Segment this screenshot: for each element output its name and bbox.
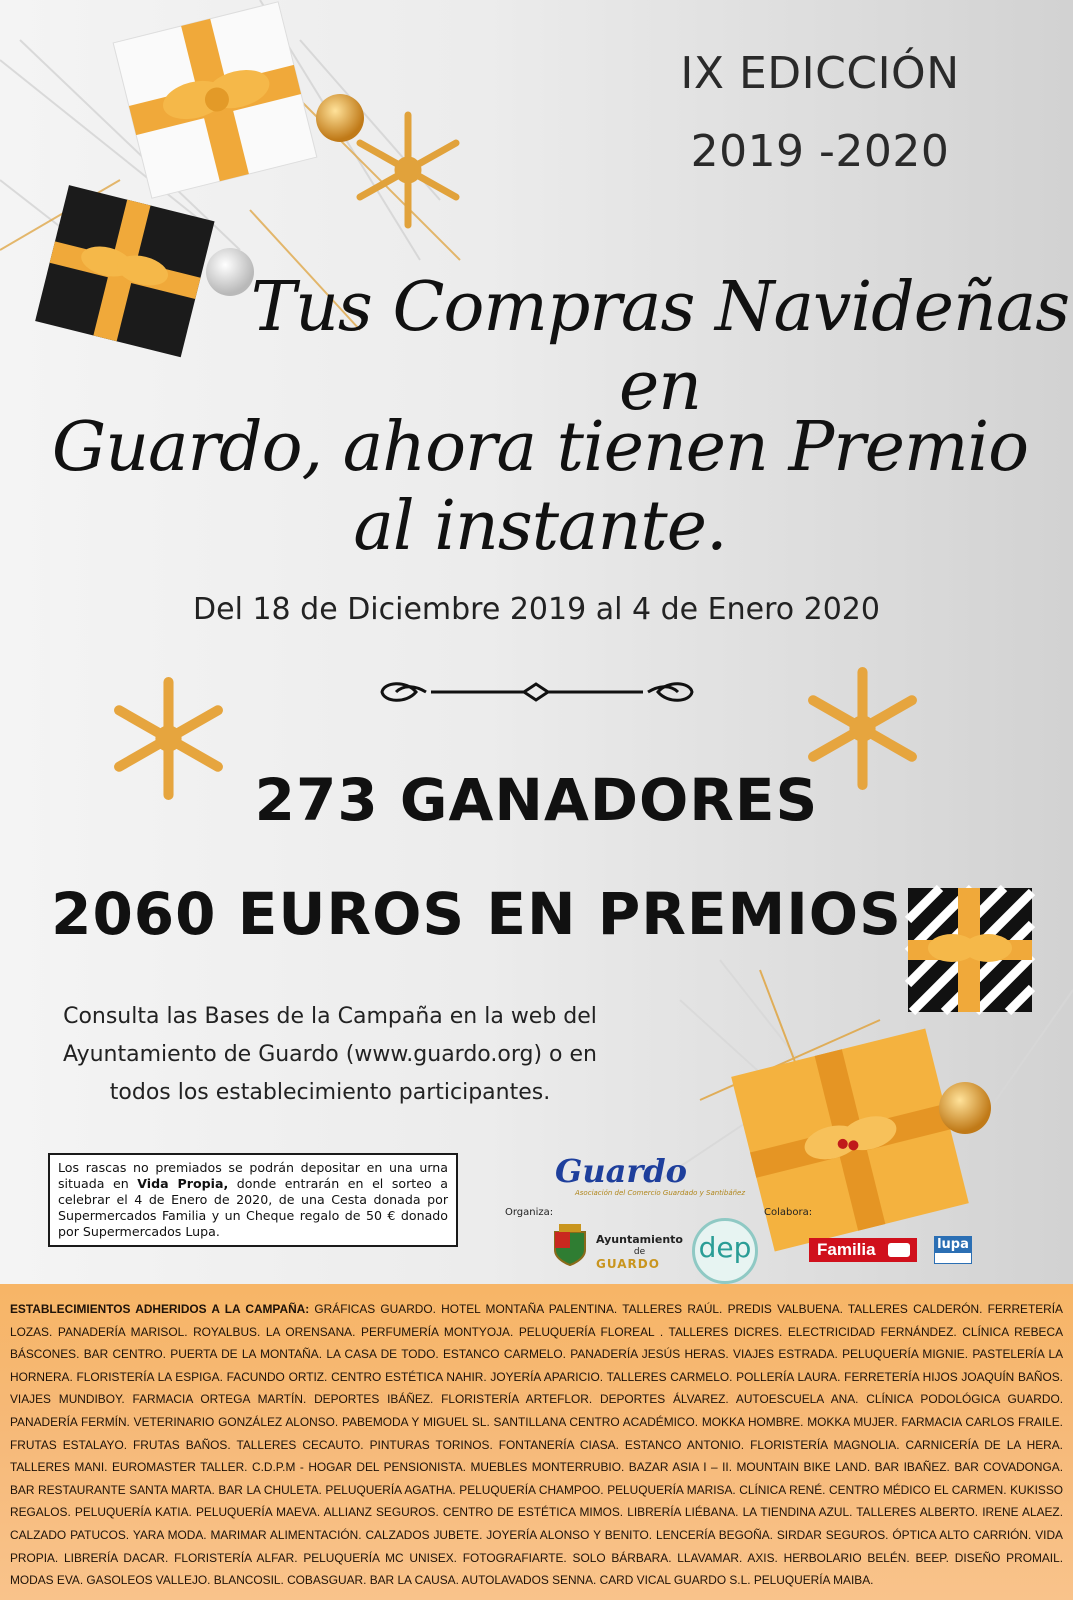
consult-line: todos los establecimiento participantes. [109,1080,551,1105]
establishments-banner [0,1284,1073,1600]
lupa-logo-text: lupa [935,1237,971,1253]
gift-box-gold-icon [731,1028,969,1251]
ayuntamiento-logo [596,1234,683,1270]
headline-line-1: Tus Compras Navideñas en [250,268,1070,426]
establishments-heading: ESTABLECIMIENTOS ADHERIDOS A LA CAMPAÑA: [10,1302,310,1316]
gift-box-white-icon [113,2,317,198]
gift-box-striped-icon [908,888,1032,1012]
familia-logo: Familia [809,1238,917,1262]
consult-line: Ayuntamiento de Guardo (www.guardo.org) o en [63,1042,597,1067]
organiza-label: Organiza: [505,1207,554,1218]
establishments-names: GRÁFICAS GUARDO. HOTEL MONTAÑA PALENTINA. TALLERES RAÚL. PREDIS VALBUENA. TALLERES CALDERÓN. FERRETERÍA LOZAS. PANADERÍA MARISOL. ROYALBUS. LA ORENSANA. PERFUMERÍA MONTYOJA. PELUQUERÍA FLOREAL . TALLERES DICRES. ELECTRICIDAD FERNÁNDEZ. CLÍNICA REBECA BÁSCONES. BAR CENTRO. PUERTA DE LA MONTAÑA. LA CASA DE TODO. ESTANCO CARMELO. PANADERÍA JESÚS HERAS. VIAJES ESTRADA. PELUQUERÍA MIGNIE. PASTELERÍA LA HORNERA. FLORISTERÍA LA ESPIGA. FACUNDO ORTIZ. CENTRO ESTÉTICA NAHIR. JOYERÍA APARICIO. TALLERES CARMELO. POLLERÍA LAURA. FERRETERÍA HIJOS JOAQUÍN BAÑOS. VIAJES MUNDIBOY. FARMACIA ORTEGA MARTÍN. DEPORTES IBÁÑEZ. FLORISTERÍA ARTEFLOR. DEPORTES ÁLVAREZ. AUTOESCUELA ANA. CLÍNICA PODOLÓGICA GUARDO. PANADERÍA FERMÍN. VETERINARIO GONZÁLEZ ALONSO. PABEMODA Y MIGUEL SL. SANTILLANA CENTRO ACADÉMICO. MOKKA HOMBRE. MOKKA MUJER. FARMACIA CARLOS FRAILE. FRUTAS ESTALAYO. FRUTAS BAÑOS. TALLERES CECAUTO. PINTURAS TORINOS. FONTANERÍA CIASA. ESTANCO ANTONIO. FLORISTERÍA MAGNOLIA. CARNICERÍA DE LA HERA. TALLERES MANI. EUROMASTER TALLER. C.D.P.M - HOGAR DEL PENSIONISTA. MUEBLES MONTERRUBIO. BAZAR ASIA I – II. MOUNTAIN BIKE LAND. BAR IBAÑEZ. BAR COVADONGA. BAR RESTAURANTE SANTA MARTA. BAR LA CHULETA. PELUQUERÍA AGATHA. PELUQUERÍA CHAMPOO. PELUQUERÍA MARISA. CLÍNICA RENÉ. CENTRO MÉDICO EL CARMEN. KUKISSO REGALOS. PELUQUERÍA KATIA. PELUQUERÍA MAEVA. ALLIANZ SEGUROS. CENTRO DE ESTÉTICA MIMOS. LIBRERÍA LIÉBANA. LA TIENDINA AZUL. TALLERES ALBERTO. IRENE ALAEZ. CALZADO PATUCOS. YARA MODA. MARIMAR ALIMENTACIÓN. CALZADOS JUBETE. JOYERÍA ALONSO Y BENITO. LENCERÍA BEGOÑA. SIRDAR SEGUROS. ÓPTICA ALTO CARRIÓN. VIDA PROPIA. LIBRERÍA DACAR. FLORISTERÍA ALFAR. PELUQUERÍA MC UNISEX. FOTOGRAFIARTE. SOLO BÁRBARA. LLAVAMAR. AXIS. HERBOLARIO BELÉN. BEEP. DISEÑO PROMAIL. MODAS EVA. GASOLEOS VALLEJO. BLANCOSIL. COBASGUAR. BAR LA CAUSA. AUTOLAVADOS SENNA. CARD VICAL GUARDO S.L. PELUQUERÍA MAIBA. [10,1302,1063,1588]
establishments-list [10,1298,1063,1592]
snowflake-icon [360,115,456,225]
dep-logo [692,1218,758,1284]
lupa-logo [934,1236,972,1264]
town-crest-icon [553,1224,587,1266]
draw-notice-box [48,1153,458,1247]
guardo-association-tagline: Asociación del Comercio Guardado y Santibáñez [575,1189,746,1197]
ayuntamiento-name: Ayuntamiento [596,1233,683,1246]
guardo-association-logo: Guardo [555,1152,687,1190]
consult-bases-text [20,998,640,1112]
edition-years: 2019 -2020 [690,126,950,177]
familia-badge-icon [888,1243,910,1257]
consult-line: Consulta las Bases de la Campaña en la web del [63,1004,597,1029]
decoration-bottom-right [640,880,1073,1270]
headline-line-2: Guardo, ahora tienen Premio al instante. [51,408,1029,566]
notice-highlight: Vida Propia, [137,1176,229,1191]
prize-amount: 2060 EUROS EN PREMIOS [51,880,902,948]
notice-text: Los rascas no premiados se podrán depositar en una urna situada en [58,1160,448,1191]
winners-count: 273 GANADORES [254,766,819,834]
ayuntamiento-town: GUARDO [596,1257,660,1271]
edition-title: IX EDICCIÓN [680,48,960,99]
colabora-label: Colabora: [764,1207,813,1218]
campaign-dates: Del 18 de Diciembre 2019 al 4 de Enero 2020 [193,592,880,627]
ayuntamiento-de: de [633,1247,646,1257]
dep-logo-text: dep [698,1231,752,1264]
notice-text: donde entrarán en el sorteo a celebrar el 4 de Enero de 2020, de una Cesta donada por Supermercados Familia y un Cheque regalo de 50 € donado por Supermercados Lupa. [58,1176,448,1239]
flourish-divider-icon [376,678,698,706]
